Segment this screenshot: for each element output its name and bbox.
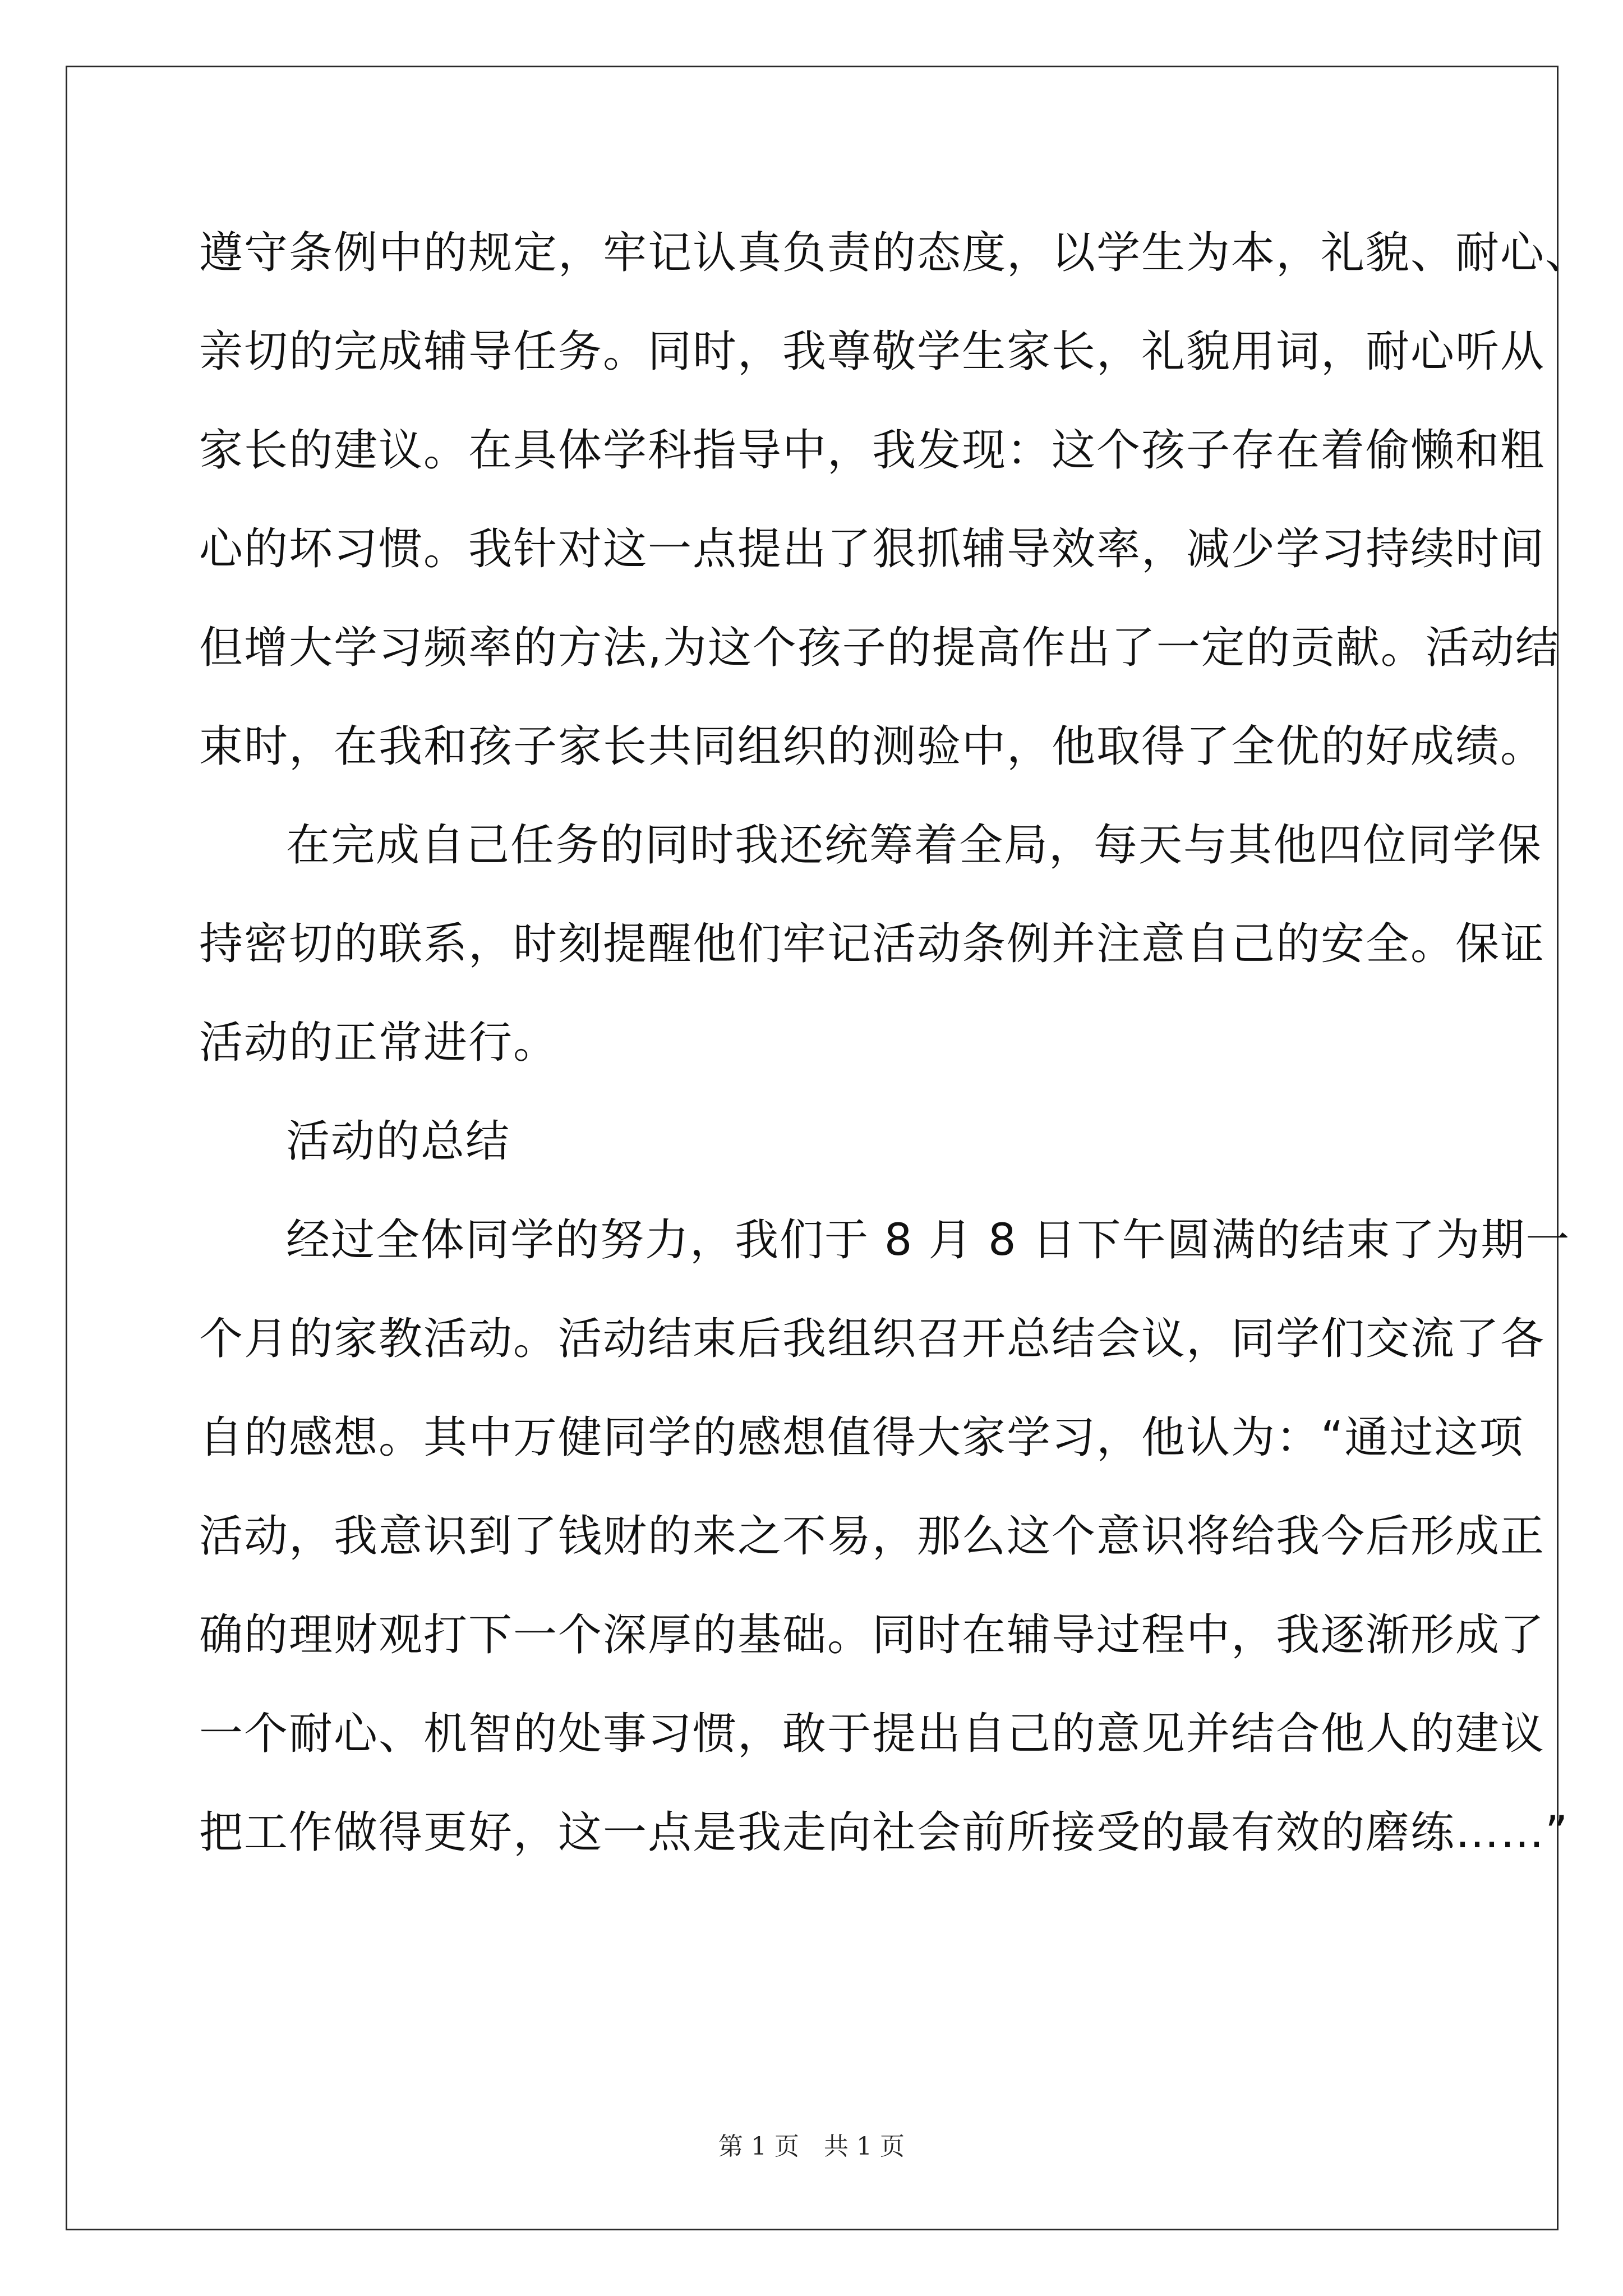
text-line: 自的感想。其中万健同学的感想值得大家学习，他认为：“通过这项 [199,1412,1524,1463]
section-heading: 活动的总结 [286,1116,511,1167]
text-line: 亲切的完成辅导任务。同时，我尊敬学生家长，礼貌用词，耐心听从 [199,326,1546,377]
text-line: 把工作做得更好，这一点是我走向社会前所接受的最有效的磨练……” [199,1807,1569,1858]
page-number: 第 1 页 共 1 页 [718,2132,905,2161]
text-line: 活动的正常进行。 [199,1018,559,1068]
text-line: 经过全体同学的努力，我们于 8 月 8 日下午圆满的结束了为期一 [286,1215,1571,1266]
text-line: 家长的建议。在具体学科指导中，我发现：这个孩子存在着偷懒和粗 [199,425,1546,476]
text-line: 心的坏习惯。我针对这一点提出了狠抓辅导效率，减少学习持续时间 [199,524,1546,574]
text-line: 活动，我意识到了钱财的来之不易，那么这个意识将给我今后形成正 [199,1511,1546,1562]
text-line: 持密切的联系，时刻提醒他们牢记活动条例并注意自己的安全。保证 [199,919,1546,969]
text-line: 确的理财观打下一个深厚的基础。同时在辅导过程中，我逐渐形成了 [199,1610,1546,1660]
text-line: 个月的家教活动。活动结束后我组织召开总结会议，同学们交流了各 [199,1314,1546,1364]
text-line: 一个耐心、机智的处事习惯，敢于提出自己的意见并结合他人的建议 [199,1709,1546,1759]
text-line: 遵守条例中的规定，牢记认真负责的态度，以学生为本，礼貌、耐心、 [199,228,1590,278]
text-line: 在完成自己任务的同时我还统筹着全局，每天与其他四位同学保 [286,820,1543,871]
text-line: 但增大学习频率的方法,为这个孩子的提高作出了一定的贡献。活动结 [199,623,1560,673]
text-line: 束时，在我和孩子家长共同组织的测验中，他取得了全优的好成绩。 [199,721,1546,772]
